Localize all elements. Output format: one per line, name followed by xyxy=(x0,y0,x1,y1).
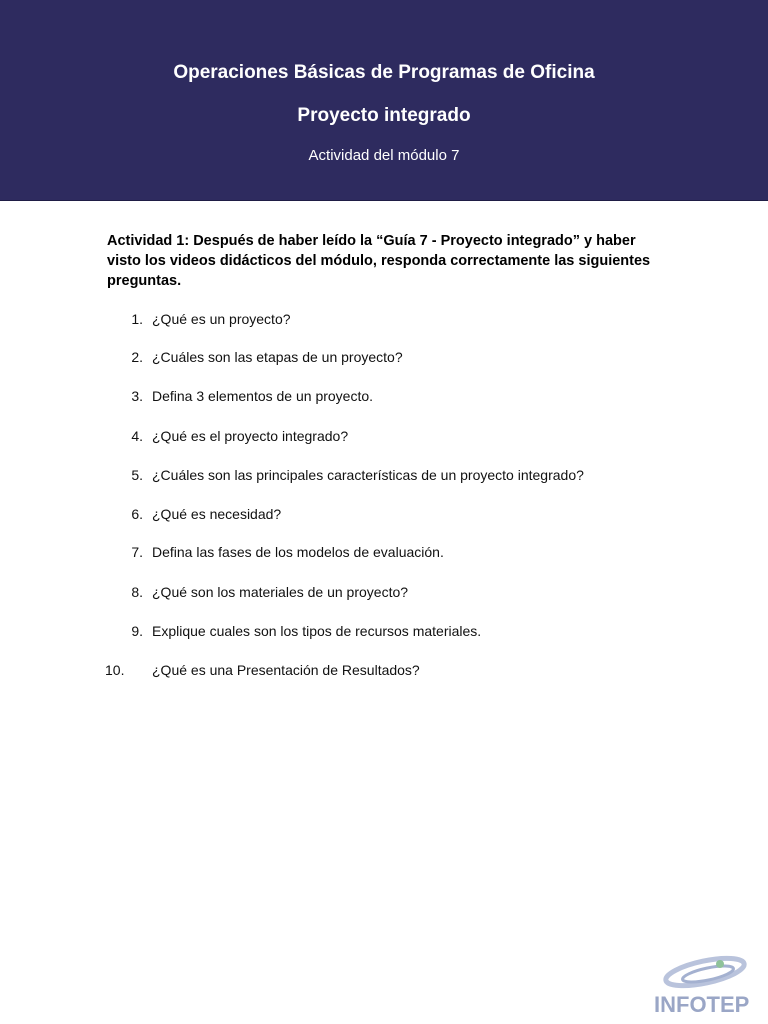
question-text: ¿Qué es necesidad? xyxy=(152,506,282,522)
question-item xyxy=(0,662,768,682)
question-item xyxy=(0,506,768,526)
question-item xyxy=(0,623,768,643)
document-title: Operaciones Básicas de Programas de Oficina xyxy=(173,62,595,83)
question-item xyxy=(0,311,768,331)
question-item xyxy=(0,349,768,369)
instructions-paragraph: Actividad 1: Después de haber leído la “Guía 7 - Proyecto integrado” y haber visto los videos didácticos del módulo, responda correctamente las siguientes preguntas. xyxy=(107,233,651,289)
question-text: ¿Qué son los materiales de un proyecto? xyxy=(152,584,409,600)
question-number: 8. xyxy=(131,584,143,600)
question-number: 1. xyxy=(131,311,143,327)
question-item xyxy=(0,544,768,564)
question-item xyxy=(0,584,768,604)
activity-label: Actividad del módulo 7 xyxy=(308,147,460,164)
document-subtitle: Proyecto integrado xyxy=(297,105,471,126)
question-number: 6. xyxy=(131,506,143,522)
question-text: ¿Qué es una Presentación de Resultados? xyxy=(152,662,420,678)
question-number: 2. xyxy=(131,349,143,365)
question-text: ¿Cuáles son las etapas de un proyecto? xyxy=(152,349,403,365)
question-number: 5. xyxy=(131,467,143,483)
question-text: ¿Qué es un proyecto? xyxy=(152,311,291,327)
question-number: 3. xyxy=(131,388,143,404)
question-text: Explique cuales son los tipos de recursos materiales. xyxy=(152,623,482,639)
question-number: 10. xyxy=(105,662,125,678)
question-text: ¿Qué es el proyecto integrado? xyxy=(152,428,349,444)
question-text: Defina las fases de los modelos de evaluación. xyxy=(152,544,444,560)
question-text: Defina 3 elementos de un proyecto. xyxy=(152,388,374,404)
question-number: 7. xyxy=(131,544,143,560)
question-item xyxy=(0,428,768,448)
question-number: 9. xyxy=(131,623,143,639)
question-number: 4. xyxy=(131,428,143,444)
question-item xyxy=(0,388,768,408)
logo-text: INFOTEP xyxy=(654,992,750,1017)
question-item xyxy=(0,467,768,487)
question-text: ¿Cuáles son las principales características de un proyecto integrado? xyxy=(152,467,584,483)
header-banner xyxy=(0,0,768,201)
